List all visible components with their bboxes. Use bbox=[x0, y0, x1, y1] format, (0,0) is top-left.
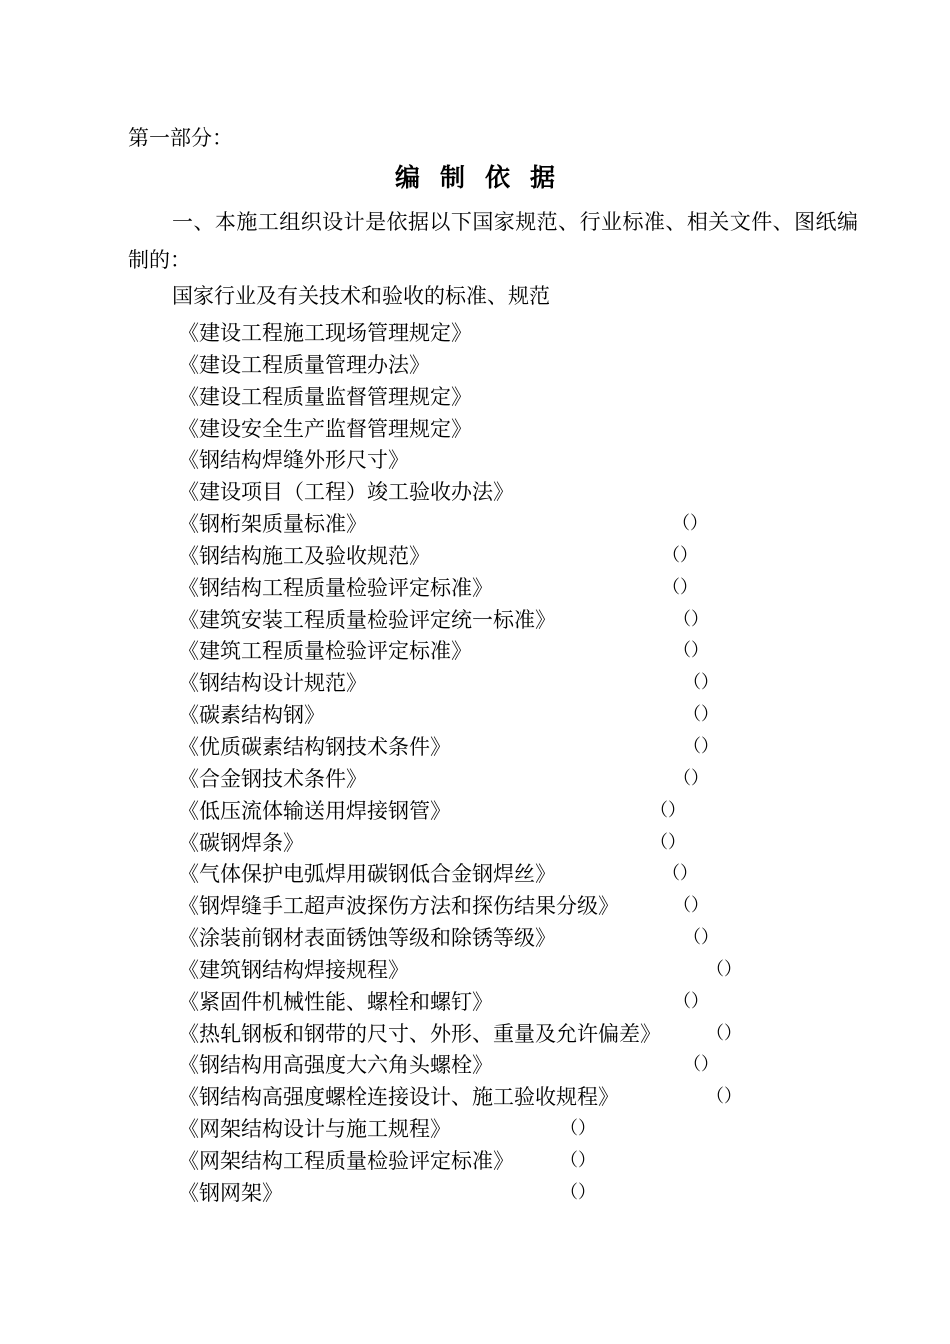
standard-item bbox=[0, 1019, 950, 1051]
standard-code: （） bbox=[683, 704, 719, 726]
standard-name: 《低压流体输送用焊接钢管》 bbox=[178, 798, 451, 823]
standard-name: 《钢结构工程质量检验评定标准》 bbox=[178, 575, 493, 600]
standard-item bbox=[0, 477, 950, 509]
standard-item bbox=[0, 732, 950, 764]
standard-name: 《钢网架》 bbox=[178, 1180, 283, 1205]
standard-code: （） bbox=[683, 735, 719, 757]
standard-name: 《碳钢焊条》 bbox=[178, 830, 304, 855]
standard-item bbox=[0, 828, 950, 860]
standard-name: 《建筑工程质量检验评定标准》 bbox=[178, 639, 472, 664]
standard-code: （） bbox=[673, 895, 709, 917]
standard-item bbox=[0, 541, 950, 573]
standard-item bbox=[0, 573, 950, 605]
standard-item bbox=[0, 987, 950, 1019]
standard-name: 《网架结构工程质量检验评定标准》 bbox=[178, 1148, 514, 1173]
standard-name: 《涂装前钢材表面锈蚀等级和除锈等级》 bbox=[178, 926, 556, 951]
standard-code: （） bbox=[706, 958, 742, 980]
standard-item bbox=[0, 318, 950, 350]
standard-item bbox=[0, 1050, 950, 1082]
standard-item bbox=[0, 636, 950, 668]
standard-name: 《建筑安装工程质量检验评定统一标准》 bbox=[178, 607, 556, 632]
standard-item bbox=[0, 509, 950, 541]
standard-name: 《合金钢技术条件》 bbox=[178, 766, 367, 791]
standard-name: 《钢结构高强度螺栓连接设计、施工验收规程》 bbox=[178, 1085, 619, 1110]
standard-item bbox=[0, 923, 950, 955]
standard-name: 《钢结构施工及验收规范》 bbox=[178, 543, 430, 568]
standard-code: （） bbox=[672, 513, 708, 535]
standard-item bbox=[0, 414, 950, 446]
standard-code: （） bbox=[673, 640, 709, 662]
standard-code: （） bbox=[650, 831, 686, 853]
standard-code: （） bbox=[683, 927, 719, 949]
standard-item bbox=[0, 859, 950, 891]
standard-name: 《建设工程质量监督管理规定》 bbox=[178, 384, 472, 409]
standard-item bbox=[0, 1178, 950, 1210]
standard-name: 《气体保护电弧焊用碳钢低合金钢焊丝》 bbox=[178, 862, 556, 887]
standard-name: 《钢焊缝手工超声波探伤方法和探伤结果分级》 bbox=[178, 894, 619, 919]
standard-name: 《钢结构设计规范》 bbox=[178, 671, 367, 696]
standard-item bbox=[0, 1146, 950, 1178]
standard-name: 《钢桁架质量标准》 bbox=[178, 512, 367, 537]
standard-item bbox=[0, 445, 950, 477]
standards-subheading: 国家行业及有关技术和验收的标准、规范 bbox=[172, 284, 550, 308]
standard-item bbox=[0, 764, 950, 796]
standard-code: （） bbox=[673, 608, 709, 630]
standard-name: 《碳素结构钢》 bbox=[178, 703, 325, 728]
standard-item bbox=[0, 955, 950, 987]
document-title: 编制依据 bbox=[394, 163, 575, 192]
standard-item bbox=[0, 1114, 950, 1146]
standard-name: 《紧固件机械性能、螺栓和螺钉》 bbox=[178, 989, 493, 1014]
part-label: 第一部分： bbox=[128, 126, 233, 150]
intro-paragraph: 一、本施工组织设计是依据以下国家规范、行业标准、相关文件、图纸编制的： bbox=[128, 210, 858, 272]
standard-code: （） bbox=[683, 672, 719, 694]
standard-item bbox=[0, 700, 950, 732]
standard-item bbox=[0, 382, 950, 414]
standard-name: 《建设安全生产监督管理规定》 bbox=[178, 416, 472, 441]
standard-name: 《建筑钢结构焊接规程》 bbox=[178, 957, 409, 982]
standard-item bbox=[0, 668, 950, 700]
standard-code: （） bbox=[706, 1022, 742, 1044]
standard-item bbox=[0, 350, 950, 382]
standard-code: （） bbox=[560, 1149, 596, 1171]
standard-item bbox=[0, 796, 950, 828]
standard-code: （） bbox=[560, 1181, 596, 1203]
standards-list bbox=[0, 318, 950, 1210]
standard-code: （） bbox=[560, 1118, 596, 1140]
standard-name: 《钢结构焊缝外形尺寸》 bbox=[178, 448, 409, 473]
standard-name: 《建设工程施工现场管理规定》 bbox=[178, 321, 472, 345]
standard-item bbox=[0, 605, 950, 637]
standard-code: （） bbox=[706, 1086, 742, 1108]
standard-code: （） bbox=[683, 1054, 719, 1076]
standard-name: 《优质碳素结构钢技术条件》 bbox=[178, 734, 451, 759]
standard-code: （） bbox=[673, 990, 709, 1012]
standard-name: 《建设工程质量管理办法》 bbox=[178, 352, 430, 377]
standard-code: （） bbox=[662, 576, 698, 598]
standard-name: 《热轧钢板和钢带的尺寸、外形、重量及允许偏差》 bbox=[178, 1021, 661, 1046]
standard-code: （） bbox=[662, 544, 698, 566]
standard-code: （） bbox=[673, 767, 709, 789]
standard-item bbox=[0, 1082, 950, 1114]
standard-name: 《网架结构设计与施工规程》 bbox=[178, 1117, 451, 1142]
standard-code: （） bbox=[662, 863, 698, 885]
standard-code: （） bbox=[650, 799, 686, 821]
standard-name: 《建设项目（工程）竣工验收办法》 bbox=[178, 480, 514, 505]
standard-name: 《钢结构用高强度大六角头螺栓》 bbox=[178, 1053, 493, 1078]
standard-item bbox=[0, 891, 950, 923]
